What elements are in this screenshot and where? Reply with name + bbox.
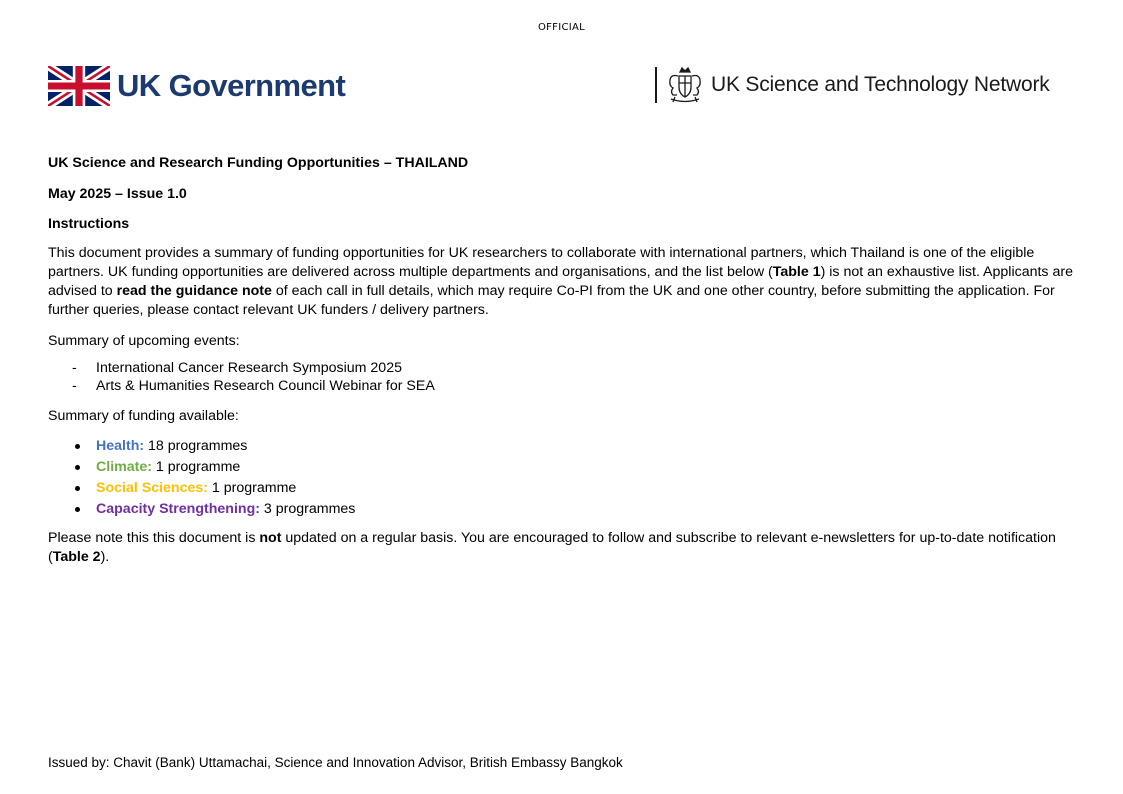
funding-count: 3 programmes — [259, 501, 356, 517]
funding-count: 1 programme — [151, 459, 241, 475]
funding-category-health: Health: — [96, 438, 145, 454]
uk-government-wordmark: UK Government — [117, 68, 346, 103]
royal-crest-icon — [665, 66, 705, 104]
note-text-2: updated on a regular basis. You are encouraged to follow and subscribe to relevant e-newsletters for up-to-date notification ( — [48, 530, 1056, 565]
bullet-icon — [75, 486, 80, 491]
document-title: UK Science and Research Funding Opportunities – THAILAND — [48, 155, 469, 171]
funding-heading: Summary of funding available: — [48, 408, 239, 424]
funding-list — [48, 436, 1083, 520]
update-note-paragraph — [48, 529, 1083, 567]
uk-government-logo — [48, 66, 345, 106]
intro-text-2: ) is not an exhaustive list. Applicants are advised to — [48, 264, 1073, 299]
funding-category-social-sciences: Social Sciences: — [96, 480, 208, 496]
table1-reference: Table 1 — [772, 264, 821, 280]
events-heading: Summary of upcoming events: — [48, 333, 240, 349]
not-emphasis: not — [259, 530, 282, 546]
instructions-heading: Instructions — [48, 216, 130, 232]
funding-count: 1 programme — [207, 480, 297, 496]
list-item — [48, 377, 1083, 395]
dash-marker: - — [72, 360, 77, 376]
note-text-1: Please note this this document is — [48, 530, 260, 546]
uk-stn-logo — [655, 66, 1050, 104]
logo-divider — [655, 67, 657, 103]
bullet-icon — [75, 465, 80, 470]
union-flag-icon — [48, 66, 110, 106]
funding-count: 18 programmes — [144, 438, 248, 454]
event-label: Arts & Humanities Research Council Webinar for SEA — [96, 378, 435, 394]
intro-text-3: of each call in full details, which may require Co-PI from the UK and one other country, before submitting the application. For further queries, please contact relevant UK funders / delivery partners. — [48, 283, 1055, 318]
guidance-note-emphasis: read the guidance note — [116, 283, 272, 299]
classification-label: OFFICIAL — [537, 22, 586, 33]
list-item — [48, 436, 1083, 457]
intro-text-1: This document provides a summary of funding opportunities for UK researchers to collaborate with international partners, which Thailand is one of the eligible partners. UK funding opportunities are delivered across multiple departments and organisations, and the list below ( — [48, 245, 1035, 280]
event-label: International Cancer Research Symposium 2025 — [96, 360, 402, 376]
dash-marker: - — [72, 378, 77, 394]
bullet-icon — [75, 444, 80, 449]
list-item — [48, 499, 1083, 520]
list-item — [48, 359, 1083, 377]
funding-category-climate: Climate: — [96, 459, 152, 475]
table2-reference: Table 2 — [52, 549, 101, 565]
funding-category-capacity-strengthening: Capacity Strengthening: — [96, 501, 260, 517]
uk-stn-wordmark: UK Science and Technology Network — [711, 73, 1050, 96]
intro-paragraph — [48, 244, 1083, 320]
events-list — [48, 359, 1083, 395]
note-text-3: ). — [100, 549, 110, 565]
issue-line: May 2025 – Issue 1.0 — [48, 186, 187, 202]
document-body — [48, 154, 1083, 567]
issued-by-footer: Issued by: Chavit (Bank) Uttamachai, Science and Innovation Advisor, British Embassy Bangkok — [48, 755, 623, 770]
list-item — [48, 457, 1083, 478]
list-item — [48, 478, 1083, 499]
bullet-icon — [75, 507, 80, 512]
